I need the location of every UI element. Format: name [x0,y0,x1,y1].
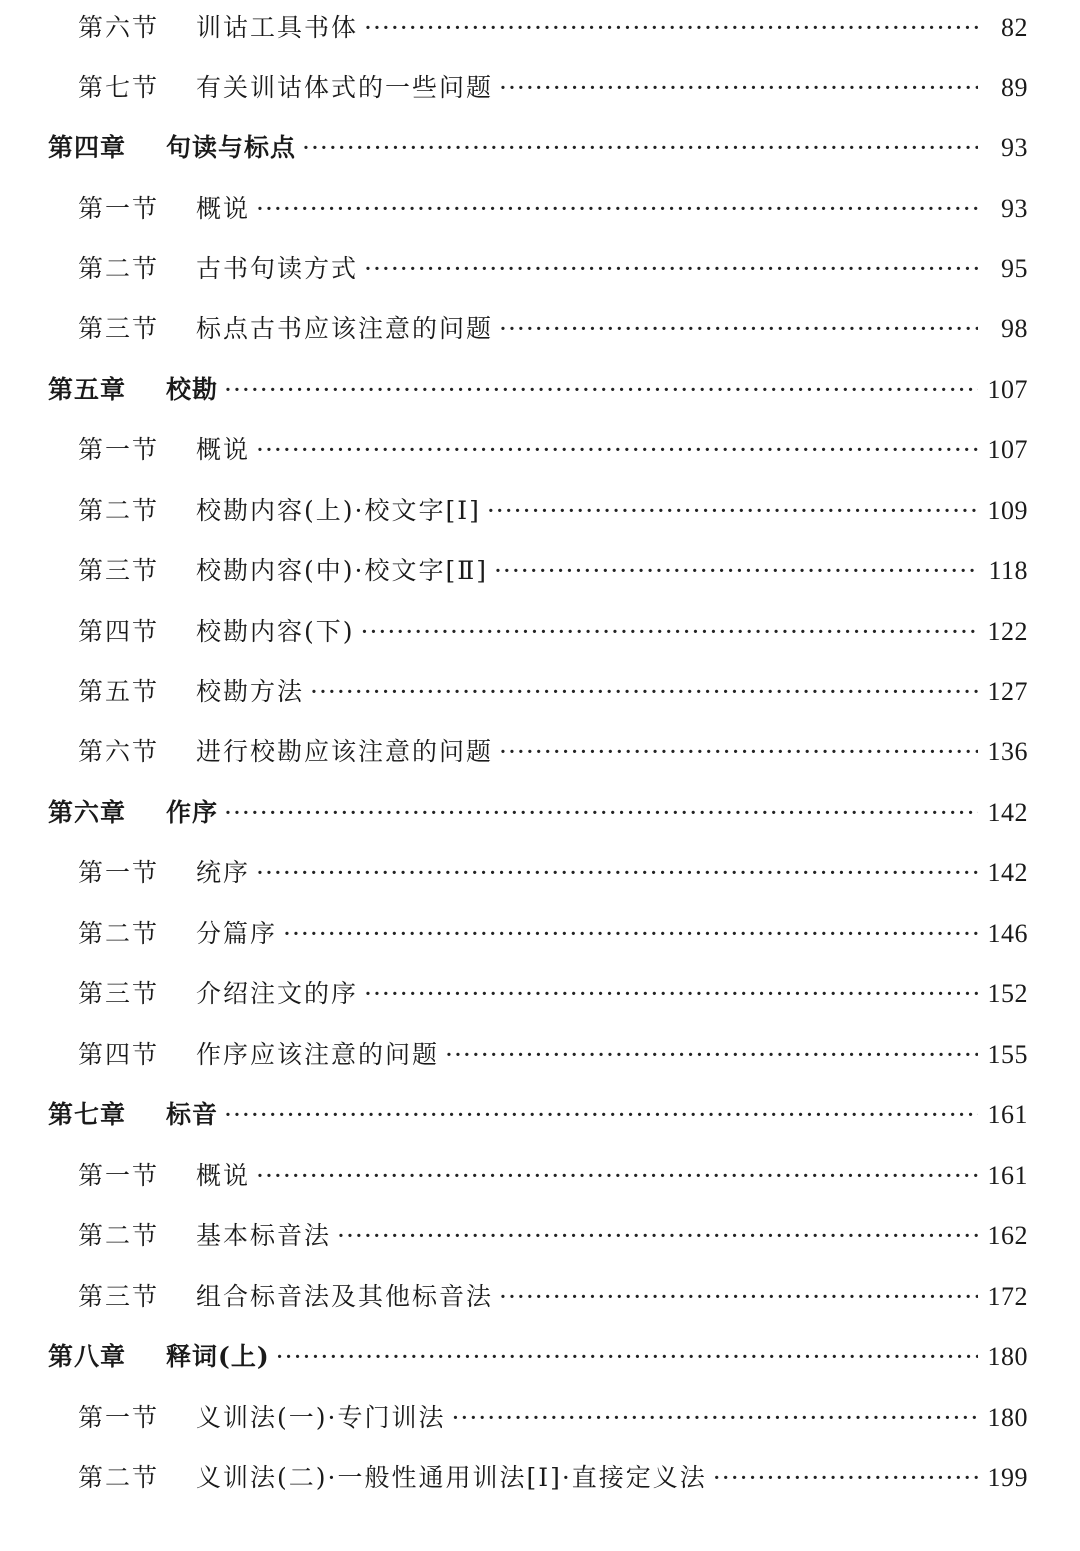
entry-title: 介绍注文的序 [196,979,359,1008]
entry-title: 作序应该注意的问题 [196,1040,440,1069]
entry-page: 172 [987,1282,1028,1311]
entry-page: 180 [987,1403,1028,1432]
dot-leader [499,309,978,349]
toc-entry [78,1216,1028,1256]
toc-chapter [48,370,1028,410]
entry-page: 118 [988,556,1028,585]
entry-page: 82 [1001,13,1028,42]
entry-number: 第七节 [78,73,160,102]
chapter-title: 句读与标点 [166,133,297,162]
chapter-number: 第五章 [48,375,127,404]
toc-chapter [48,128,1028,168]
dot-leader [224,1095,978,1135]
entry-title: 基本标音法 [196,1221,332,1250]
entry-page: 93 [1001,194,1028,223]
entry-title: 校勘内容(中)·校文字[Ⅱ] [196,556,488,585]
dot-leader [361,612,978,652]
chapter-page: 142 [987,798,1028,827]
dot-leader [364,249,978,289]
toc-entry [78,1398,1028,1438]
entry-page: 162 [987,1221,1028,1250]
entry-title: 标点古书应该注意的问题 [196,314,494,343]
entry-page: 199 [987,1463,1028,1492]
dot-leader [713,1458,978,1498]
toc-entry [78,974,1028,1014]
dot-leader [310,672,978,712]
chapter-number: 第六章 [48,798,127,827]
entry-title: 有关训诂体式的一些问题 [196,73,494,102]
entry-title: 概说 [196,194,251,223]
toc-entry [78,853,1028,893]
entry-page: 142 [987,858,1028,887]
toc-entry [78,1277,1028,1317]
entry-title: 校勘内容(下) [196,617,355,646]
entry-page: 89 [1001,73,1028,102]
entry-number: 第四节 [78,617,160,646]
chapter-title: 释词(上) [166,1342,270,1371]
dot-leader [451,1398,978,1438]
entry-number: 第三节 [78,1282,160,1311]
dot-leader [487,491,978,531]
chapter-title: 标音 [166,1100,219,1129]
toc-entry [78,1035,1028,1075]
dot-leader [499,68,978,108]
dot-leader [302,128,978,168]
entry-page: 146 [987,919,1028,948]
entry-page: 122 [987,617,1028,646]
entry-title: 组合标音法及其他标音法 [196,1282,494,1311]
toc-entry [78,672,1028,712]
entry-number: 第五节 [78,677,160,706]
entry-title: 训诂工具书体 [196,13,359,42]
dot-leader [337,1216,978,1256]
dot-leader [494,551,978,591]
dot-leader [283,914,978,954]
entry-title: 古书句读方式 [196,254,359,283]
entry-number: 第一节 [78,1161,160,1190]
entry-title: 校勘内容(上)·校文字[Ⅰ] [196,496,481,525]
entry-page: 107 [987,435,1028,464]
toc-entry [78,491,1028,531]
chapter-page: 180 [987,1342,1028,1371]
entry-page: 136 [987,737,1028,766]
toc-entry [78,189,1028,229]
toc-entry [78,914,1028,954]
entry-number: 第二节 [78,1221,160,1250]
entry-number: 第二节 [78,1463,160,1492]
entry-title: 义训法(一)·专门训法 [196,1403,446,1432]
dot-leader [224,370,978,410]
chapter-title: 作序 [166,798,219,827]
entry-number: 第一节 [78,194,160,223]
entry-number: 第二节 [78,254,160,283]
chapter-number: 第八章 [48,1342,127,1371]
dot-leader [364,974,978,1014]
entry-title: 校勘方法 [196,677,305,706]
toc-entry [78,732,1028,772]
chapter-number: 第七章 [48,1100,127,1129]
dot-leader [256,853,978,893]
entry-number: 第一节 [78,435,160,464]
dot-leader [256,1156,978,1196]
toc-entry [78,249,1028,289]
entry-number: 第三节 [78,556,160,585]
entry-title: 进行校勘应该注意的问题 [196,737,494,766]
entry-title: 概说 [196,435,251,464]
toc-entry [78,430,1028,470]
entry-number: 第一节 [78,858,160,887]
chapter-page: 107 [987,375,1028,404]
entry-title: 统序 [196,858,251,887]
toc-entry [78,68,1028,108]
toc-entry [78,309,1028,349]
entry-number: 第六节 [78,13,160,42]
entry-number: 第三节 [78,314,160,343]
entry-title: 概说 [196,1161,251,1190]
toc-entry [78,551,1028,591]
chapter-title: 校勘 [166,375,219,404]
chapter-number: 第四章 [48,133,127,162]
entry-number: 第一节 [78,1403,160,1432]
dot-leader [276,1337,978,1377]
dot-leader [499,732,978,772]
chapter-page: 93 [1001,133,1028,162]
entry-number: 第六节 [78,737,160,766]
entry-page: 98 [1001,314,1028,343]
entry-number: 第三节 [78,979,160,1008]
entry-title: 分篇序 [196,919,278,948]
entry-title: 义训法(二)·一般性通用训法[Ⅰ]·直接定义法 [196,1463,707,1492]
toc-chapter [48,793,1028,833]
toc-chapter [48,1337,1028,1377]
toc-entry [78,1156,1028,1196]
dot-leader [445,1035,978,1075]
toc-entry [78,612,1028,652]
toc-entry [78,1458,1028,1498]
dot-leader [256,189,978,229]
entry-page: 109 [987,496,1028,525]
entry-page: 127 [987,677,1028,706]
dot-leader [256,430,978,470]
entry-number: 第二节 [78,496,160,525]
entry-number: 第四节 [78,1040,160,1069]
entry-page: 155 [987,1040,1028,1069]
entry-number: 第二节 [78,919,160,948]
entry-page: 152 [987,979,1028,1008]
dot-leader [224,793,978,833]
entry-page: 161 [987,1161,1028,1190]
entry-page: 95 [1001,254,1028,283]
chapter-page: 161 [987,1100,1028,1129]
dot-leader [364,8,978,48]
toc-entry [78,8,1028,48]
toc-chapter [48,1095,1028,1135]
dot-leader [499,1277,978,1317]
